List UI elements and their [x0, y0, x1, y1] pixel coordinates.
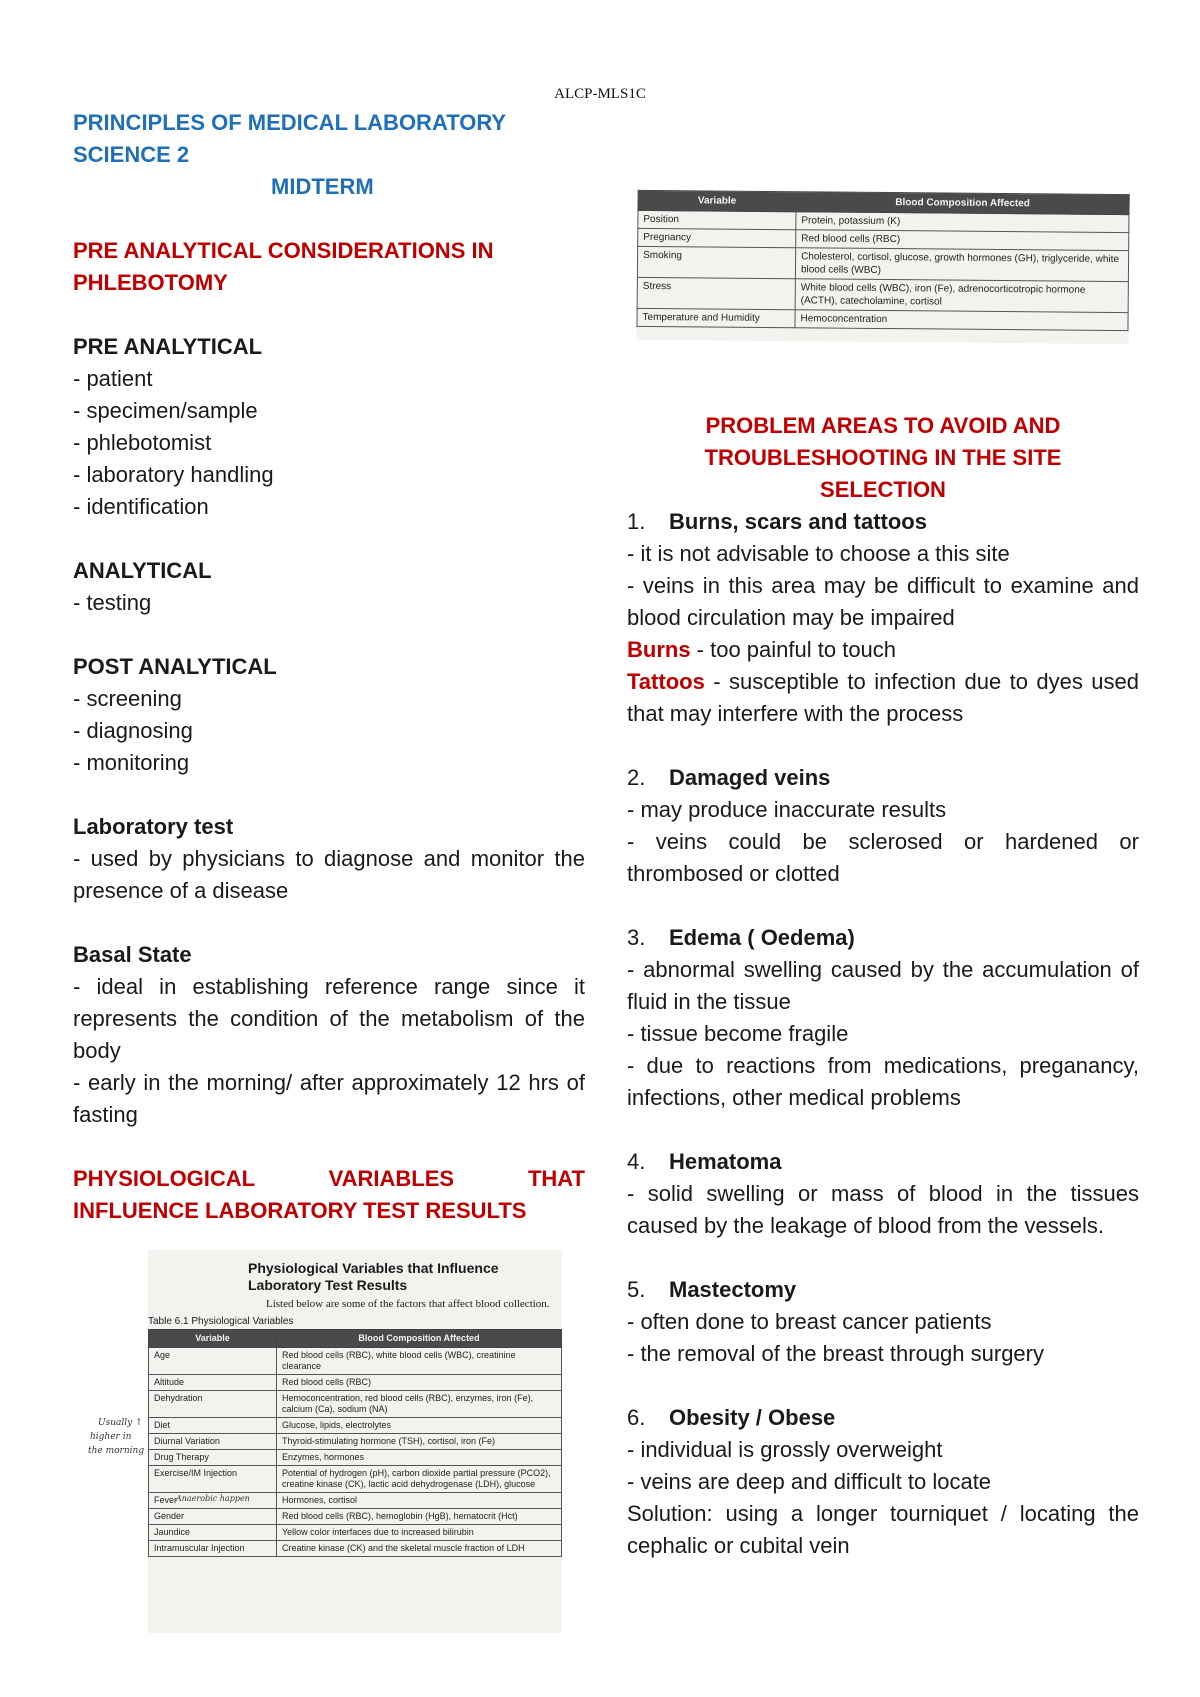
table-cell: Altitude — [149, 1375, 277, 1391]
table-header: Variable — [149, 1330, 277, 1348]
pre-analytical-title: PRE ANALYTICAL — [73, 334, 263, 359]
tattoos-text: - susceptible to infection due to dyes used that may interfere with the process — [627, 669, 1139, 726]
table-cell: Gender — [149, 1509, 277, 1525]
list-item: - phlebotomist — [73, 430, 212, 455]
table-cell: Thyroid-stimulating hormone (TSH), cortisol, iron (Fe) — [277, 1434, 562, 1450]
table-cell: Temperature and Humidity — [637, 308, 795, 327]
table-header: Blood Composition Affected — [277, 1330, 562, 1348]
problem-title-text: Edema ( Oedema) — [669, 925, 855, 950]
problem-title-burns — [627, 506, 1139, 538]
physiological-heading-1: PHYSIOLOGICAL VARIABLES THAT — [73, 1166, 585, 1191]
problem-line: - it is not advisable to choose a this site — [627, 541, 1010, 566]
scanned-table-large — [148, 1250, 562, 1633]
burns-label: Burns — [627, 637, 691, 662]
table-cell: Glucose, lipids, electrolytes — [277, 1418, 562, 1434]
problem-line: - solid swelling or mass of blood in the tissues caused by the leakage of blood from the vessels. — [627, 1181, 1139, 1238]
problem-line: Solution: using a longer tourniquet / locating the cephalic or cubital vein — [627, 1501, 1139, 1558]
table-cell: Diet — [149, 1418, 277, 1434]
problem-number: 3. — [627, 925, 646, 950]
table-row — [149, 1509, 562, 1525]
title-line-1: PRINCIPLES OF MEDICAL LABORATORY — [73, 110, 507, 135]
table-row — [149, 1450, 562, 1466]
problem-line: - tissue become fragile — [627, 1021, 849, 1046]
table-row — [149, 1434, 562, 1450]
table-cell: White blood cells (WBC), iron (Fe), adrenocorticotropic hormone (ACTH), catecholamine, cortisol — [795, 279, 1128, 313]
problem-line: - abnormal swelling caused by the accumulation of fluid in the tissue — [627, 957, 1139, 1014]
basal-state-text-2: - early in the morning/ after approximately 12 hrs of fasting — [73, 1070, 585, 1127]
table-row — [149, 1525, 562, 1541]
table-row — [149, 1375, 562, 1391]
table-row — [149, 1391, 562, 1418]
table-caption: Table 6.1 Physiological Variables — [148, 1316, 294, 1327]
scanned-table-small — [636, 190, 1129, 344]
problem-line: - individual is grossly overweight — [627, 1437, 943, 1462]
table-row — [637, 277, 1128, 312]
lab-test-text: - used by physicians to diagnose and monitor the presence of a disease — [73, 846, 585, 903]
table-cell: Red blood cells (RBC), hemoglobin (HgB), hematocrit (Hct) — [277, 1509, 562, 1525]
problem-number: 6. — [627, 1405, 646, 1430]
table-header: Blood Composition Affected — [796, 192, 1129, 215]
table-cell: Enzymes, hormones — [277, 1450, 562, 1466]
list-item: - diagnosing — [73, 718, 193, 743]
table-cell: Diurnal Variation — [149, 1434, 277, 1450]
problem-title-edema — [627, 922, 1139, 954]
pre-analytical-heading-2: PHLEBOTOMY — [73, 270, 228, 295]
table-image-title-1: Physiological Variables that Influence — [248, 1260, 499, 1276]
list-item: - laboratory handling — [73, 462, 274, 487]
table-cell: Potential of hydrogen (pH), carbon dioxide partial pressure (PCO2), creatine kinase (CK), lactic acid dehydrogenase (LDH), glucose — [277, 1466, 562, 1493]
post-analytical-title: POST ANALYTICAL — [73, 654, 277, 679]
left-column — [73, 107, 585, 1227]
problem-number: 1. — [627, 509, 646, 534]
table-cell: Yellow color interfaces due to increased bilirubin — [277, 1525, 562, 1541]
problem-number: 2. — [627, 765, 646, 790]
problem-title-text: Burns, scars and tattoos — [669, 509, 927, 534]
problem-title-hematoma — [627, 1146, 1139, 1178]
tattoos-line — [627, 666, 1139, 730]
handwritten-note: Anaerobic happen — [176, 1494, 250, 1503]
table-row — [149, 1466, 562, 1493]
burns-text: - too painful to touch — [690, 637, 897, 662]
pre-analytical-heading-1: PRE ANALYTICAL CONSIDERATIONS IN — [73, 238, 494, 263]
analytical-title: ANALYTICAL — [73, 558, 212, 583]
table-cell: Hemoconcentration — [795, 310, 1128, 331]
problem-line: - often done to breast cancer patients — [627, 1309, 992, 1334]
problem-line: - may produce inaccurate results — [627, 797, 947, 822]
table-cell: Fever — [149, 1493, 277, 1509]
table-cell: Protein, potassium (K) — [796, 212, 1129, 233]
table-cell: Age — [149, 1348, 277, 1375]
problem-number: 4. — [627, 1149, 646, 1174]
basal-state-title: Basal State — [73, 942, 192, 967]
table-cell: Hemoconcentration, red blood cells (RBC), enzymes, iron (Fe), calcium (Ca), sodium (NA) — [277, 1391, 562, 1418]
table-cell: Red blood cells (RBC), white blood cells (WBC), creatinine clearance — [277, 1348, 562, 1375]
problems-heading-1: PROBLEM AREAS TO AVOID AND — [705, 413, 1061, 438]
problem-title-text: Damaged veins — [669, 765, 831, 790]
table-cell: Position — [638, 210, 796, 229]
list-item: - testing — [73, 590, 152, 615]
table-cell: Creatine kinase (CK) and the skeletal muscle fraction of LDH — [277, 1541, 562, 1557]
table-image-subtitle: Listed below are some of the factors that affect blood collection. — [266, 1298, 550, 1310]
table-row — [637, 308, 1128, 330]
tattoos-label: Tattoos — [627, 669, 705, 694]
problem-title-mastectomy — [627, 1274, 1139, 1306]
table-image-title-2: Laboratory Test Results — [248, 1277, 408, 1293]
midterm-label: MIDTERM — [271, 174, 374, 199]
table-cell: Intramuscular Injection — [149, 1541, 277, 1557]
table-cell: Cholesterol, cortisol, glucose, growth hormones (GH), triglyceride, white blood cells (WBC) — [795, 248, 1128, 282]
handwritten-note: Usually ↑ — [98, 1418, 143, 1428]
right-column — [627, 410, 1139, 1562]
table-cell: Red blood cells (RBC) — [277, 1375, 562, 1391]
list-item: - identification — [73, 494, 209, 519]
physiological-heading-2: INFLUENCE LABORATORY TEST RESULTS — [73, 1198, 527, 1223]
problem-line: - veins in this area may be difficult to examine and blood circulation may be impaired — [627, 573, 1139, 630]
problem-title-text: Hematoma — [669, 1149, 782, 1174]
problem-title-text: Mastectomy — [669, 1277, 797, 1302]
table-cell: Stress — [637, 277, 795, 309]
problem-line: - veins are deep and difficult to locate — [627, 1469, 992, 1494]
table-cell: Pregnancy — [638, 228, 796, 247]
problems-heading-3: SELECTION — [820, 477, 946, 502]
list-item: - screening — [73, 686, 182, 711]
title-line-2: SCIENCE 2 — [73, 142, 190, 167]
problem-line: - due to reactions from medications, preganancy, infections, other medical problems — [627, 1053, 1139, 1110]
table-row — [637, 246, 1128, 281]
small-variables-table — [636, 190, 1129, 331]
problem-line: - the removal of the breast through surgery — [627, 1341, 1044, 1366]
problem-title-obesity — [627, 1402, 1139, 1434]
large-variables-table — [148, 1329, 562, 1557]
lab-test-title: Laboratory test — [73, 814, 234, 839]
table-cell: Dehydration — [149, 1391, 277, 1418]
problem-title-text: Obesity / Obese — [669, 1405, 836, 1430]
list-item: - monitoring — [73, 750, 190, 775]
table-row — [149, 1541, 562, 1557]
problems-heading-2: TROUBLESHOOTING IN THE SITE — [704, 445, 1062, 470]
burns-line — [627, 634, 1139, 666]
handwritten-note: the morning — [88, 1446, 145, 1456]
problem-line: - veins could be sclerosed or hardened or thrombosed or clotted — [627, 829, 1139, 886]
table-cell: Exercise/IM Injection — [149, 1466, 277, 1493]
problem-number: 5. — [627, 1277, 646, 1302]
table-row — [149, 1418, 562, 1434]
list-item: - specimen/sample — [73, 398, 258, 423]
table-cell: Jaundice — [149, 1525, 277, 1541]
handwritten-note: higher in — [90, 1432, 132, 1442]
table-cell: Smoking — [637, 246, 795, 278]
table-header: Variable — [638, 190, 796, 211]
list-item: - patient — [73, 366, 153, 391]
table-cell: Hormones, cortisol — [277, 1493, 562, 1509]
table-row — [149, 1348, 562, 1375]
table-cell: Drug Therapy — [149, 1450, 277, 1466]
problem-title-damaged-veins — [627, 762, 1139, 794]
page-header: ALCP-MLS1C — [554, 86, 646, 102]
basal-state-text-1: - ideal in establishing reference range since it represents the condition of the metabolism of the body — [73, 974, 585, 1063]
table-cell: Red blood cells (RBC) — [796, 230, 1129, 251]
